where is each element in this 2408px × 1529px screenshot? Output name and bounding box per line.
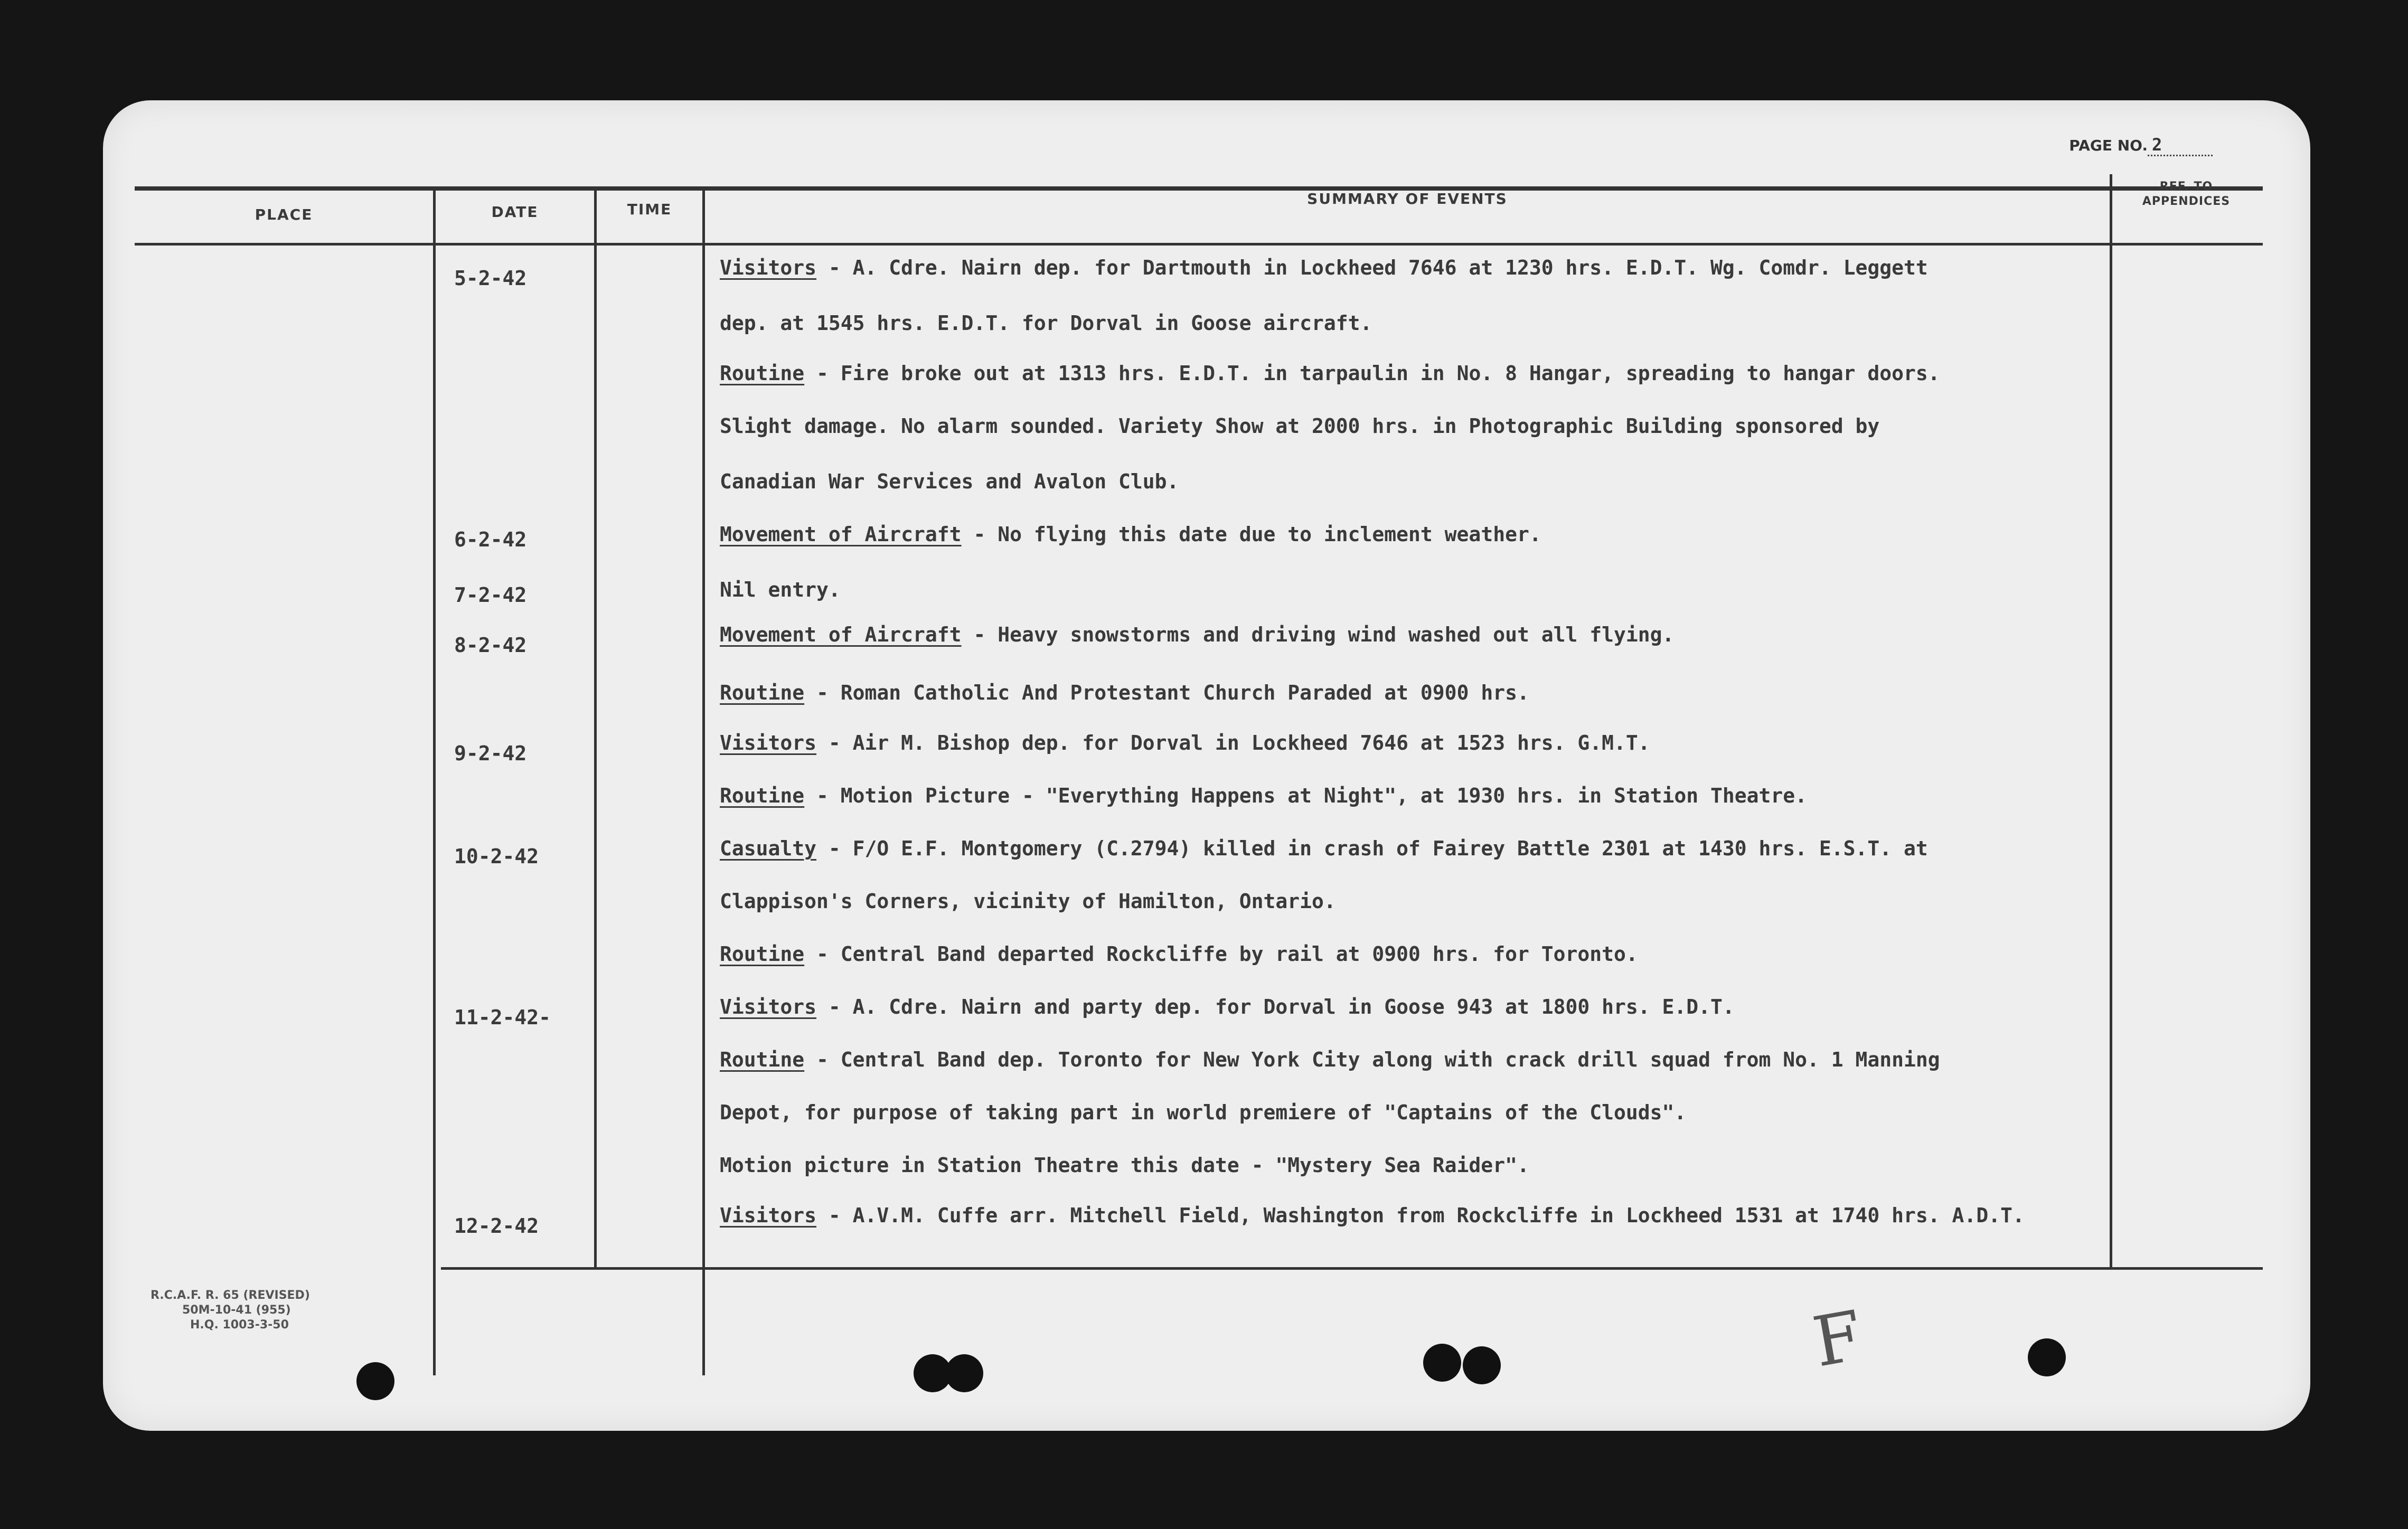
page-number-value: 2 <box>2148 135 2213 156</box>
date-entry: 9-2-42 <box>454 742 527 765</box>
summary-line <box>720 1204 2025 1227</box>
summary-line <box>720 784 1807 807</box>
date-entry: 11-2-42- <box>454 1006 551 1029</box>
punch-hole <box>945 1354 983 1392</box>
entry-category: Visitors <box>720 1204 817 1227</box>
summary-line <box>720 256 1928 279</box>
page-number-label: PAGE NO. <box>2069 137 2148 154</box>
entry-text: Depot, for purpose of taking part in world premiere of "Captains of the Clouds". <box>720 1101 1687 1124</box>
entry-category: Movement of Aircraft <box>720 523 962 546</box>
punch-hole <box>2028 1338 2066 1376</box>
summary-line <box>720 995 1735 1018</box>
diary-card <box>103 100 2310 1431</box>
header-ref: REF. TO APPENDICES <box>2142 180 2231 208</box>
date-entry: 8-2-42 <box>454 634 527 657</box>
entry-text: Slight damage. No alarm sounded. Variety Show at 2000 hrs. in Photographic Building sponsored by <box>720 414 1880 438</box>
date-entry: 7-2-42 <box>454 583 527 607</box>
entry-text: - Motion Picture - "Everything Happens at Night", at 1930 hrs. in Station Theatre. <box>804 784 1808 807</box>
entry-text: - A.V.M. Cuffe arr. Mitchell Field, Washington from Rockcliffe in Lockheed 1531 at 1740 hrs. A.D.T. <box>816 1204 2025 1227</box>
entry-text: Canadian War Services and Avalon Club. <box>720 470 1179 493</box>
entry-category: Routine <box>720 942 805 966</box>
date-entry: 5-2-42 <box>454 267 527 290</box>
summary-line <box>720 1048 1940 1071</box>
header-summary: SUMMARY OF EVENTS <box>1307 190 1508 207</box>
entry-category: Routine <box>720 681 805 704</box>
entry-text: - Fire broke out at 1313 hrs. E.D.T. in tarpaulin in No. 8 Hangar, spreading to hangar doors. <box>804 362 1940 385</box>
date-entry: 6-2-42 <box>454 528 527 551</box>
entry-text: - Heavy snowstorms and driving wind washed out all flying. <box>961 623 1675 646</box>
entry-category: Routine <box>720 1048 805 1071</box>
entry-category: Movement of Aircraft <box>720 623 962 646</box>
time-summary-divider <box>702 190 705 1375</box>
bottom-rule <box>441 1267 2263 1270</box>
entry-text: - Central Band dep. Toronto for New York City along with crack drill squad from No. 1 Manning <box>804 1048 1940 1071</box>
page-number <box>2069 135 2213 156</box>
entry-text: Nil entry. <box>720 578 841 601</box>
entry-text: - Air M. Bishop dep. for Dorval in Lockheed 7646 at 1523 hrs. G.M.T. <box>816 731 1650 754</box>
summary-line <box>720 523 1541 546</box>
summary-line <box>720 681 1529 704</box>
date-entry: 12-2-42 <box>454 1214 539 1238</box>
summary-ref-divider <box>2110 174 2112 1270</box>
summary-line <box>720 890 1336 913</box>
entry-text: Motion picture in Station Theatre this date - "Mystery Sea Raider". <box>720 1154 1529 1177</box>
entry-text: - F/O E.F. Montgomery (C.2794) killed in crash of Fairey Battle 2301 at 1430 hrs. E.S.T. at <box>816 837 1928 860</box>
entry-text: dep. at 1545 hrs. E.D.T. for Dorval in Goose aircraft. <box>720 312 1372 335</box>
header-time: TIME <box>627 201 672 218</box>
entry-text: - A. Cdre. Nairn dep. for Dartmouth in Lockheed 7646 at 1230 hrs. E.D.T. Wg. Comdr. Leggett <box>816 256 1928 279</box>
date-time-divider <box>594 190 597 1270</box>
entry-text: - Roman Catholic And Protestant Church Paraded at 0900 hrs. <box>804 681 1529 704</box>
summary-line <box>720 1154 1529 1177</box>
date-entry: 10-2-42 <box>454 845 539 868</box>
summary-line <box>720 942 1638 966</box>
form-number: R.C.A.F. R. 65 (REVISED) <box>150 1289 310 1302</box>
punch-hole <box>1423 1344 1461 1382</box>
place-date-divider <box>433 190 436 1375</box>
handwritten-initial: F <box>1807 1295 1868 1383</box>
form-reference <box>150 1288 310 1333</box>
summary-line <box>720 312 1372 335</box>
summary-line <box>720 578 841 601</box>
summary-line <box>720 623 1674 646</box>
summary-line <box>720 362 1940 385</box>
form-hq-code: H.Q. 1003-3-50 <box>190 1318 289 1332</box>
punch-hole <box>1463 1346 1501 1384</box>
header-date: DATE <box>491 203 539 221</box>
summary-line <box>720 731 1650 754</box>
entry-category: Routine <box>720 784 805 807</box>
entry-text: - A. Cdre. Nairn and party dep. for Dorval in Goose 943 at 1800 hrs. E.D.T. <box>816 995 1735 1018</box>
entry-text: - No flying this date due to inclement weather. <box>961 523 1541 546</box>
entry-category: Routine <box>720 362 805 385</box>
entry-category: Visitors <box>720 731 817 754</box>
summary-line <box>720 414 1879 438</box>
form-print-code: 50M-10-41 (955) <box>182 1304 291 1317</box>
entry-category: Visitors <box>720 995 817 1018</box>
entry-category: Visitors <box>720 256 817 279</box>
header-rule <box>135 243 2263 246</box>
entry-text: - Central Band departed Rockcliffe by rail at 0900 hrs. for Toronto. <box>804 942 1638 966</box>
summary-line <box>720 470 1179 493</box>
summary-line <box>720 1101 1686 1124</box>
entry-text: Clappison's Corners, vicinity of Hamilton, Ontario. <box>720 890 1336 913</box>
summary-line <box>720 837 1928 860</box>
header-place: PLACE <box>255 206 313 223</box>
entry-category: Casualty <box>720 837 817 860</box>
punch-hole <box>356 1362 394 1400</box>
